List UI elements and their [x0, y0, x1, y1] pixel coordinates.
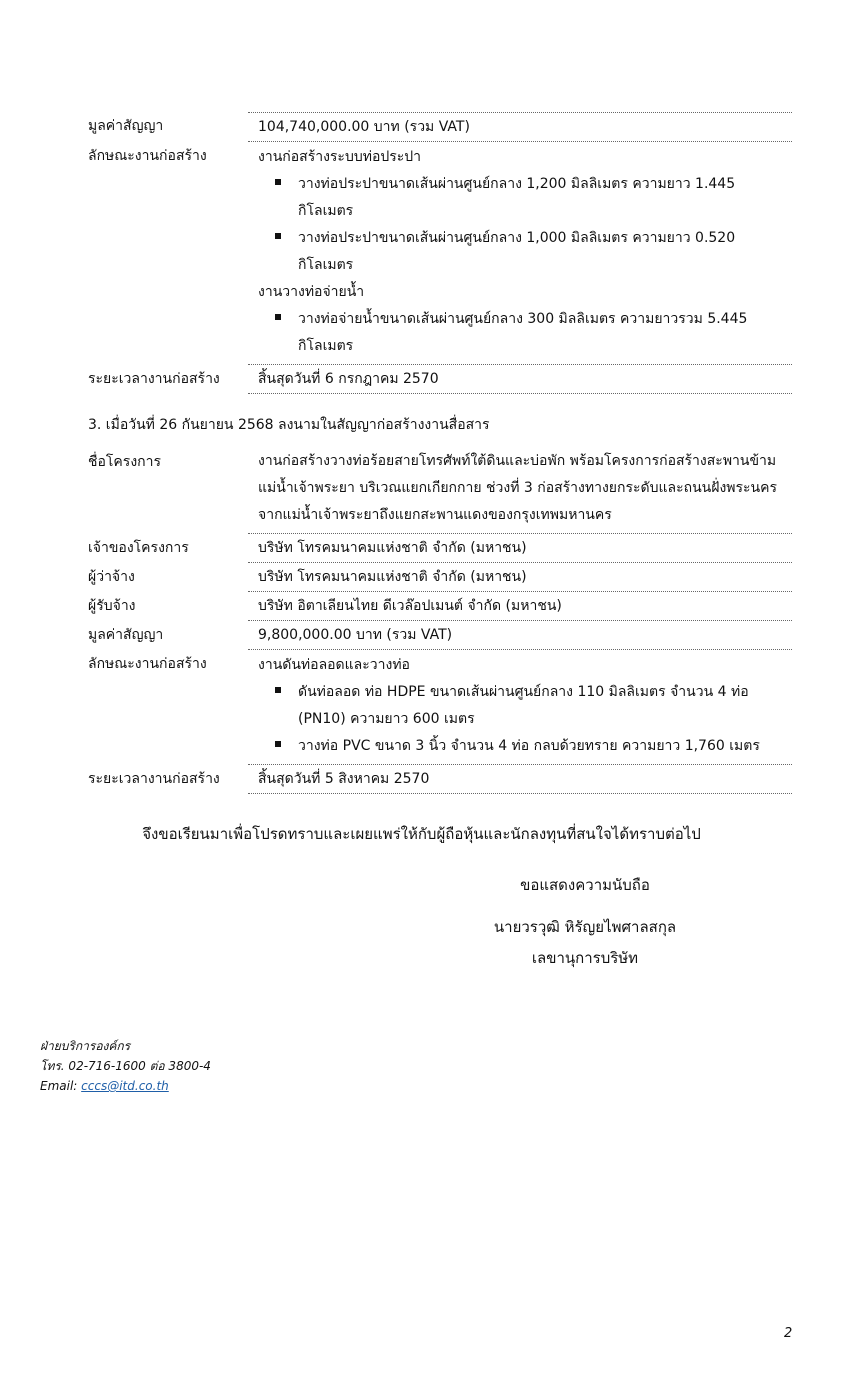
contractor-label: ผู้รับจ้าง	[88, 598, 136, 614]
email-label: Email:	[40, 1079, 78, 1093]
list-item-line: กิโลเมตร	[298, 338, 354, 354]
list-item-line: วางท่อจ่ายน้ำขนาดเส้นผ่านศูนย์กลาง 300 มิลลิเมตร ความยาวรวม 5.445	[298, 311, 748, 327]
employer-label: ผู้ว่าจ้าง	[88, 569, 135, 585]
row-construction-duration	[88, 765, 792, 794]
signatory-name: นายวรวุฒิ หิรัญยไพศาลสกุล	[493, 918, 677, 936]
list-item-line: กิโลเมตร	[298, 203, 354, 219]
contract-value: 9,800,000.00 บาท (รวม VAT)	[248, 621, 792, 650]
duration-value: สิ้นสุดวันที่ 5 สิงหาคม 2570	[248, 765, 792, 794]
project-name-line: จากแม่น้ำเจ้าพระยาถึงแยกสะพานแดงของกรุงเทพมหานคร	[258, 507, 612, 523]
regards-text: ขอแสดงความนับถือ	[520, 876, 650, 894]
project-name-line: งานก่อสร้างวางท่อร้อยสายโทรศัพท์ใต้ดินและบ่อพัก พร้อมโครงการก่อสร้างสะพานข้าม	[258, 453, 777, 469]
construction-nature-label: ลักษณะงานก่อสร้าง	[88, 656, 207, 672]
row-employer	[88, 563, 792, 592]
row-contract-value	[88, 112, 792, 142]
list-item-line: กิโลเมตร	[298, 257, 354, 273]
contractor: บริษัท อิตาเลียนไทย ดีเวล๊อปเมนต์ จำกัด (มหาชน)	[248, 592, 792, 621]
contact-block	[40, 1036, 211, 1096]
group-title: งานดันท่อลอดและวางท่อ	[258, 657, 410, 673]
section-3-heading: 3. เมื่อวันที่ 26 กันยายน 2568 ลงนามในสัญญาก่อสร้างงานสื่อสาร	[88, 417, 490, 433]
contract-table-2	[88, 448, 792, 794]
list-item	[258, 679, 792, 733]
list-item-line: วางท่อประปาขนาดเส้นผ่านศูนย์กลาง 1,000 มิลลิเมตร ความยาว 0.520	[298, 230, 736, 246]
list-item-line: วางท่อประปาขนาดเส้นผ่านศูนย์กลาง 1,200 มิลลิเมตร ความยาว 1.445	[298, 176, 736, 192]
email-link[interactable]: cccs@itd.co.th	[81, 1079, 169, 1093]
signatory-title: เลขานุการบริษัท	[531, 949, 639, 967]
list-item-line: ดันท่อลอด ท่อ HDPE ขนาดเส้นผ่านศูนย์กลาง 110 มิลลิเมตร จำนวน 4 ท่อ	[298, 684, 749, 700]
project-owner-label: เจ้าของโครงการ	[88, 540, 189, 556]
group-title: งานก่อสร้างระบบท่อประปา	[258, 149, 422, 165]
row-contractor	[88, 592, 792, 621]
construction-nature-label: ลักษณะงานก่อสร้าง	[88, 148, 207, 164]
row-contract-value	[88, 621, 792, 650]
contract-table-1	[88, 112, 792, 394]
list-item-line: (PN10) ความยาว 600 เมตร	[298, 711, 475, 727]
list-item-line: วางท่อ PVC ขนาด 3 นิ้ว จำนวน 4 ท่อ กลบด้วยทราย ความยาว 1,760 เมตร	[298, 738, 760, 754]
row-construction-nature	[88, 142, 792, 365]
project-owner: บริษัท โทรคมนาคมแห่งชาติ จำกัด (มหาชน)	[248, 534, 792, 563]
list-item	[258, 225, 792, 279]
contract-value: 104,740,000.00 บาท (รวม VAT)	[248, 112, 792, 142]
construction-nature	[248, 650, 792, 765]
construction-nature	[248, 142, 792, 365]
duration-label: ระยะเวลางานก่อสร้าง	[88, 371, 220, 387]
duration-label: ระยะเวลางานก่อสร้าง	[88, 771, 220, 787]
row-project-name	[88, 448, 792, 534]
row-construction-nature	[88, 650, 792, 765]
project-name-line: แม่น้ำเจ้าพระยา บริเวณแยกเกียกกาย ช่วงที่ 3 ก่อสร้างทางยกระดับและถนนฝั่งพระนคร	[258, 480, 777, 496]
project-name	[248, 448, 792, 534]
contract-value-label: มูลค่าสัญญา	[88, 627, 164, 643]
department-name: ฝ่ายบริการองค์กร	[40, 1039, 131, 1053]
contract-value-label: มูลค่าสัญญา	[88, 118, 164, 134]
list-item	[258, 733, 792, 760]
row-project-owner	[88, 534, 792, 563]
row-construction-duration	[88, 365, 792, 394]
list-item	[258, 171, 792, 225]
phone-number: โทร. 02-716-1600 ต่อ 3800-4	[40, 1059, 211, 1073]
closing-statement: จึงขอเรียนมาเพื่อโปรดทราบและเผยแพร่ให้กับผู้ถือหุ้นและนักลงทุนที่สนใจได้ทราบต่อไป	[142, 825, 701, 843]
project-name-label: ชื่อโครงการ	[88, 454, 162, 470]
employer: บริษัท โทรคมนาคมแห่งชาติ จำกัด (มหาชน)	[248, 563, 792, 592]
group-title: งานวางท่อจ่ายน้ำ	[258, 284, 365, 300]
duration-value: สิ้นสุดวันที่ 6 กรกฎาคม 2570	[248, 365, 792, 394]
email-line	[40, 1076, 211, 1096]
list-item	[258, 306, 792, 360]
page-number: 2	[784, 1326, 793, 1341]
